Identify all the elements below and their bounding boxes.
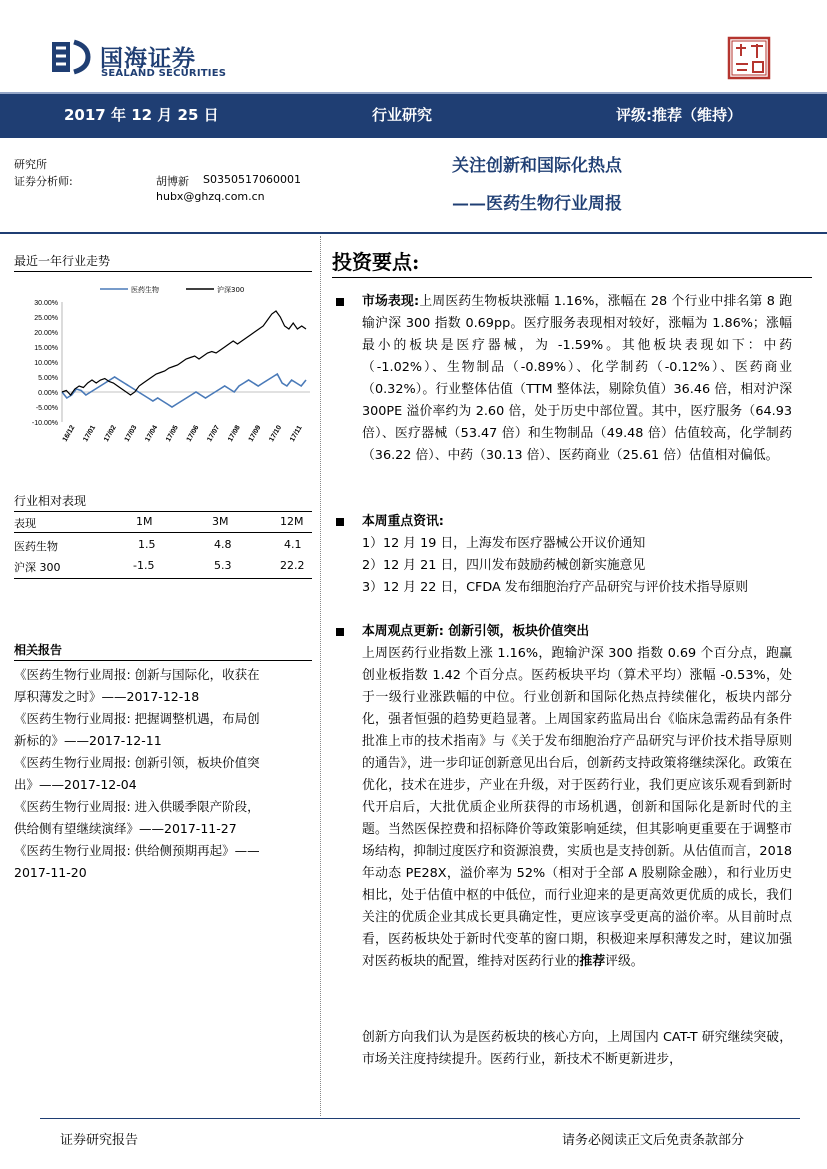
analyst-name: 胡博新 <box>156 175 189 188</box>
logo-english-name: SEALAND SECURITIES <box>101 68 227 79</box>
related-report-item[interactable] <box>14 840 312 884</box>
related-report-line: 厚积薄发之时》——2017-12-18 <box>14 689 200 704</box>
market-performance <box>362 291 792 467</box>
related-report-item[interactable] <box>14 796 312 840</box>
bullet-icon <box>336 628 344 636</box>
weekly-view <box>362 621 792 643</box>
report-date: 2017 年 12 月 25 日 <box>64 106 219 124</box>
y-tick-label: 30.00% <box>34 300 58 307</box>
bullet-icon <box>336 298 344 306</box>
related-report-line: 供给侧有望继续演绎》——2017-11-27 <box>14 821 237 836</box>
perf-row-12m: 4.1 <box>284 538 302 551</box>
news-item: 1）12 月 19 日，上海发布医疗器械公开议价通知 <box>362 536 646 551</box>
view-bold: 推荐 <box>579 954 606 969</box>
trend-heading-rule <box>14 271 312 272</box>
related-report-line: 《医药生物行业周报: 创新引领，板块价值突 <box>14 755 260 770</box>
report-category: 行业研究 <box>372 106 433 124</box>
perf-row-label: 医药生物 <box>14 540 58 553</box>
perf-header-3m: 3M <box>212 515 229 528</box>
table-row <box>14 535 314 555</box>
bullet-icon <box>336 518 344 526</box>
x-tick-label: 17/05 <box>165 424 180 443</box>
next-paragraph <box>362 1027 792 1071</box>
x-tick-label: 17/08 <box>227 424 242 443</box>
y-tick-label: 10.00% <box>34 360 58 367</box>
legend-label: 沪深300 <box>217 286 245 294</box>
x-tick-label: 17/01 <box>82 424 98 443</box>
perf-header-label: 表现 <box>14 517 36 530</box>
trend-heading: 最近一年行业走势 <box>14 254 111 268</box>
perf-header-row <box>14 512 314 532</box>
sealand-logo-icon <box>50 38 92 76</box>
footer-left: 证券研究报告 <box>60 1133 139 1148</box>
perf-row-1m: -1.5 <box>133 559 155 572</box>
perf-header-1m: 1M <box>136 515 153 528</box>
section-divider <box>0 232 827 234</box>
news-item: 2）12 月 21 日，四川发布鼓励药械创新实施意见 <box>362 558 646 573</box>
related-report-line: 《医药生物行业周报: 创新与国际化，收获在 <box>14 667 260 682</box>
perf-row-1m: 1.5 <box>138 538 156 551</box>
related-report-line: 《医药生物行业周报: 把握调整机遇，布局创 <box>14 711 260 726</box>
invest-heading-rule <box>332 277 812 278</box>
view-label: 本周观点更新: 创新引领，板块价值突出 <box>362 624 590 639</box>
column-divider <box>320 236 321 1116</box>
series-line-pharma <box>62 374 306 407</box>
news-section <box>362 511 792 599</box>
series-line-hs300 <box>62 311 306 395</box>
perf-heading: 行业相对表现 <box>14 494 87 508</box>
market-label: 市场表现: <box>362 294 420 309</box>
related-report-item[interactable] <box>14 664 312 708</box>
report-title: 关注创新和国际化热点 <box>452 156 622 176</box>
footer-right: 请务必阅读正文后免责条款部分 <box>562 1133 745 1148</box>
related-report-line: 2017-11-20 <box>14 865 87 880</box>
x-tick-label: 17/04 <box>144 424 160 443</box>
report-subtitle: ——医药生物行业周报 <box>452 194 622 214</box>
view-text: 上周医药行业指数上涨 1.16%，跑输沪深 300 指数 0.69 个百分点，跑赢创业板指数 1.42 个百分点。医药板块平均（算术平均）涨幅 -0.53%，处于一级行业涨跌幅的中位。行业创新和国际化热点持续催化，板块内部分化，强者恒强的趋势更趋显著。上周国家药监局出台《临床急需药品有条件批准上市的技术指南》与《关于发布细胞治疗产品研究与评价技术指导原则的通告》，进一步印证创新意见出台后，创新药支持政策将继续深化。政策在优化，技术在进步，产业在升级，对于医药行业，我们更应该乐观看到新时代开启后，大批优质企业所获得的市场机遇，创新和国际化是新时代的主题。当然医保控费和招标降价等政策影响延续，但其影响更重要在于调整市场结构，抑制过度医疗和资源浪费，实质也是支持创新。从估值而言，2018 年动态 PE28X，溢价率为 52%（相对于全部 A 股剔除金融），和行业历史相比，处于估值中枢的中低位，而行业迎来的是更高效更优质的成长，我们关注的优质企业其成长更具确定性，更应该享受更高的溢价率。从目前时点看，医药板块处于新时代变革的窗口期，积极迎来厚积薄发之时，建议加强对医药板块的配置，维持对医药行业的 <box>362 646 792 969</box>
perf-row-12m: 22.2 <box>280 559 305 572</box>
x-tick-label: 17/06 <box>185 424 201 443</box>
perf-row-3m: 5.3 <box>214 559 232 572</box>
legend-label: 医药生物 <box>131 286 159 294</box>
report-rating: 评级:推荐（维持） <box>616 106 742 124</box>
perf-table-bottom-rule <box>14 578 312 579</box>
x-tick-label: 17/09 <box>247 424 263 443</box>
x-tick-label: 17/11 <box>289 424 304 443</box>
perf-header-rule <box>14 532 312 533</box>
perf-row-label: 沪深 300 <box>14 561 61 574</box>
y-tick-label: 25.00% <box>34 315 58 322</box>
perf-row-3m: 4.8 <box>214 538 232 551</box>
para2: 创新方向我们认为是医药板块的核心方向，上周国内 CAT-T 研究继续突破，市场关注度持续提升。医药行业，新技术不断更新进步， <box>362 1030 792 1067</box>
related-report-line: 《医药生物行业周报: 供给侧预期再起》—— <box>14 843 260 858</box>
related-heading-rule <box>14 660 312 661</box>
related-report-line: 新标的》——2017-12-11 <box>14 733 162 748</box>
analyst-id: S0350517060001 <box>203 173 301 186</box>
y-tick-label: -5.00% <box>35 405 58 412</box>
x-tick-label: 17/10 <box>268 424 284 443</box>
y-tick-label: 0.00% <box>38 390 58 397</box>
research-dept: 研究所 <box>14 158 47 171</box>
related-report-item[interactable] <box>14 752 312 796</box>
weekly-view-body <box>362 643 792 973</box>
x-tick-label: 17/02 <box>103 424 118 443</box>
table-row <box>14 556 314 576</box>
related-report-line: 出》——2017-12-04 <box>14 777 137 792</box>
market-text: 上周医药生物板块涨幅 1.16%，涨幅在 28 个行业中排名第 8 跑输沪深 300 指数 0.69pp。医疗服务表现相对较好，涨幅为 1.86%；涨幅最小的板块是医疗器械，为 -1.59%。其他板块表现如下：中药（-1.02%）、生物制品（-0.89%）、化学制药（-0.12%）、医药商业（0.32%）。行业整体估值（TTM 整体法，剔除负值）36.46 倍，相对沪深 300PE 溢价率约为 2.60 倍，处于历史中部位置。其中，医疗服务（64.93 倍）、医疗器械（53.47 倍）和生物制品（49.48 倍）估值较高，化学制药（36.22 倍）、中药（30.13 倍）、医药商业（25.61 倍）估值相对偏低。 <box>362 294 792 463</box>
x-tick-label: 16/12 <box>61 424 77 443</box>
y-tick-label: 15.00% <box>34 345 58 352</box>
logo-chinese-name: 国海证券 <box>100 46 196 72</box>
y-tick-label: -10.00% <box>31 420 58 427</box>
x-tick-label: 17/03 <box>123 424 139 443</box>
y-tick-label: 20.00% <box>34 330 58 337</box>
invest-heading: 投资要点: <box>332 250 420 274</box>
y-tick-label: 5.00% <box>38 375 58 382</box>
trend-chart <box>14 280 314 460</box>
related-report-line: 《医药生物行业周报: 进入供暖季限产阶段， <box>14 799 260 814</box>
footer-rule <box>40 1118 800 1119</box>
research-seal-stamp <box>727 36 771 80</box>
related-heading: 相关报告 <box>14 643 63 657</box>
view-text-end: 评级。 <box>605 954 644 969</box>
analyst-email[interactable]: hubx@ghzq.com.cn <box>156 190 265 203</box>
news-item: 3）12 月 22 日，CFDA 发布细胞治疗产品研究与评价技术指导原则 <box>362 580 748 595</box>
perf-header-12m: 12M <box>280 515 304 528</box>
news-label: 本周重点资讯: <box>362 514 444 529</box>
related-report-item[interactable] <box>14 708 312 752</box>
x-tick-label: 17/07 <box>206 424 222 443</box>
analyst-role: 证券分析师: <box>14 175 73 188</box>
